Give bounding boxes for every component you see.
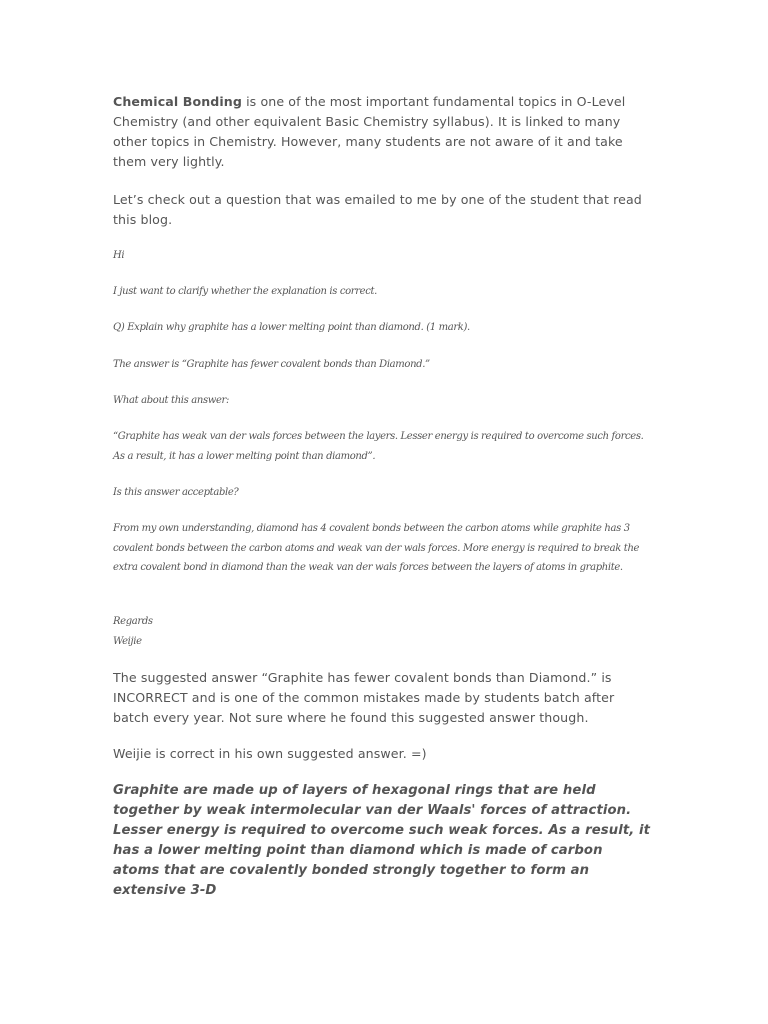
intro-paragraph <box>113 92 653 172</box>
response-paragraph: The suggested answer “Graphite has fewer covalent bonds than Diamond.” is INCORRECT and is one of the common mistakes made by students batch after batch every year. Not sure where he found this suggested answer though. <box>113 670 615 725</box>
email-question: Q) Explain why graphite has a lower melting point than diamond. (1 mark). <box>113 322 470 333</box>
question-intro: Let’s check out a question that was emailed to me by one of the student that read this blog. <box>113 192 642 227</box>
intro-text: is one of the most important fundamental topics in O-Level Chemistry (and other equivalent Basic Chemistry syllabus). It is linked to many other topics in Chemistry. However, many students are not aware of it and take them very lightly. <box>113 94 626 169</box>
explanation-paragraph: Graphite are made up of layers of hexagonal rings that are held together by weak intermolecular van der Waals' forces of attraction. Lesser energy is required to overcome such weak forces. As a result, it has a lower melting point than diamond which is made of carbon atoms that are covalently bonded strongly together to form an extensive 3-D <box>113 783 651 898</box>
email-understanding: From my own understanding, diamond has 4 covalent bonds between the carbon atoms while graphite has 3 covalent bonds between the carbon atoms and weak van der wals forces. More energy is required to break the extra covalent bond in diamond than the weak van der wals forces between the layers of atoms in graphite. <box>113 523 640 573</box>
email-answer: The answer is “Graphite has fewer covalent bonds than Diamond.” <box>113 359 430 370</box>
email-signature: Weijie <box>113 635 142 647</box>
email-greeting: Hi <box>113 250 125 261</box>
email-alt-answer: “Graphite has weak van der wals forces between the layers. Lesser energy is required to overcome such forces. As a result, it has a lower melting point than diamond”. <box>113 431 644 462</box>
response-confirmation: Weijie is correct in his own suggested answer. =) <box>113 746 427 761</box>
article-body <box>113 92 653 898</box>
email-signoff <box>113 612 653 651</box>
email-what-about: What about this answer: <box>113 395 229 406</box>
email-regards: Regards <box>113 616 153 627</box>
topic-title: Chemical Bonding <box>113 94 242 109</box>
email-line: I just want to clarify whether the explanation is correct. <box>113 286 377 297</box>
email-acceptable: Is this answer acceptable? <box>113 487 239 498</box>
